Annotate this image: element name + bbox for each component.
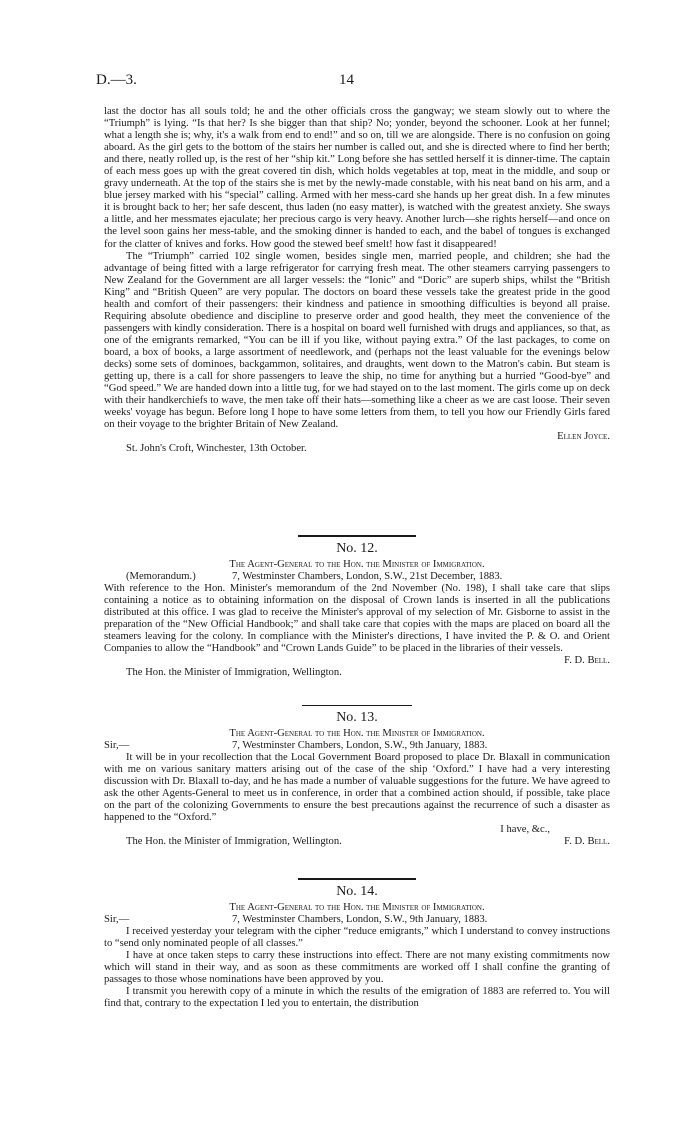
section-rule [302,705,412,706]
paragraph: I have at once taken steps to carry these instructions into effect. There are not many existing commitments now which will stand in their way, and as soon as these commitments are worked off I shall confine the granting of passages to those whose nominations have been approved by you. [104,950,610,986]
section-rule [298,535,416,537]
section-heading: The Agent-General to the Hon. the Minister of Immigration. [229,728,485,739]
signature: Ellen Joyce. [557,431,610,443]
letter-body: It will be in your recollection that the Local Government Board proposed to place Dr. Blaxall in communication with me on various sanitary matters arising out of the case of the ship ‘Oxford.” I have had a very interesting discussion with Dr. Blaxall to-day, and he has made a number of valuable suggestions for the future. We have agreed to ask the other Agents-General to meet us in conference, in order that a combined action should, if possible, take place on the part of the colonizing Governments to ensure the best precautions against the recurrence of such a disaster as happened to the “Oxford.” [104,752,610,824]
section-no-12 [104,535,610,679]
signature-line [104,655,610,667]
address-line [104,571,610,583]
address: 7, Westminster Chambers, London, S.W., 21st December, 1883. [232,571,503,583]
document-reference: D.—3. [96,72,137,88]
recipient: The Hon. the Minister of Immigration, Wellington. [126,667,342,679]
recipient: The Hon. the Minister of Immigration, Wellington. [126,836,342,848]
paragraph: I received yesterday your telegram with the cipher “reduce emigrants,” which I understand to convey instructions to “send only nominated people of all classes.” [104,926,610,950]
letter-body: With reference to the Hon. Minister's memorandum of the 2nd November (No. 198), I shall take care that slips containing a notice as to obtaining information on the disposal of Crown lands is inserted in all the publications distributed at this office. I was glad to receive the Minister's approval of my selection of Mr. Gisborne to assist in the preparation of the “New Official Handbook;” and shall take care that copies with the maps are placed on board all the steamers leaving for the colony. In compliance with the Minister's directions, I have invited the P. & O. and Orient Companies to allow the “Handbook” and “Crown Lands Guide” to be placed in the libraries of their vessels. [104,583,610,655]
section-heading: The Agent-General to the Hon. the Minister of Immigration. [229,902,485,913]
section-no-13 [104,705,610,848]
section-no-14 [104,878,610,1010]
section-number: No. 12. [336,541,378,556]
section-rule [298,878,416,880]
salutation: Sir,— [104,914,130,926]
address-line [104,914,610,926]
place-date: St. John's Croft, Winchester, 13th October. [126,443,307,455]
memo-label: (Memorandum.) [126,571,196,583]
letter-continuation [104,106,610,455]
address: 7, Westminster Chambers, London, S.W., 9th January, 1883. [232,740,488,752]
page-number: 14 [339,72,354,88]
section-number: No. 13. [336,710,378,725]
paragraph: last the doctor has all souls told; he and the other officials cross the gangway; we steam slowly out to where the “Triumph” is lying. “Is that her? Is she bigger than that ship? No; yonder, beyond the schooner. Look at her funnel; what a length she is; why, it's a walk from end to end!” and so on, till we are alongside. There is no confusion on going aboard. As the girl gets to the bottom of the stairs her number is called out, and she is directed where to find her berth; and there, neatly rolled up, is the rest of her “ship kit.” Long before she has settled herself it is dinner-time. The captain of each mess goes up with the great covered tin dish, which holds vegetables at top, meat in the middle, and soup or gravy underneath. At the top of the stairs she is met by the newly-made constable, with his neat band on his arm, and a blue jersey marked with his “special” calling. Armed with her mess-card she hands up her great dish. In a few minutes it is brought back to her; her safe descent, thus laden (no easy matter), is watched with the greatest anxiety. She sways a little, and her messmates ejaculate; her precious cargo is very heavy. Another lurch—she rights herself—and once on the level soon gains her mess-table, and the smoking dinner is handed to each, and the babel of tongues is exchanged for the clatter of knives and forks. How good the stewed beef smelt! how fast it disappeared! [104,106,610,250]
address: 7, Westminster Chambers, London, S.W., 9th January, 1883. [232,914,488,926]
address-line [104,740,610,752]
paragraph: I transmit you herewith copy of a minute in which the results of the emigration of 1883 are referred to. You will find that, contrary to the expectation I led you to entertain, the distribution [104,986,610,1010]
section-heading: The Agent-General to the Hon. the Minister of Immigration. [229,559,485,570]
paragraph: The “Triumph” carried 102 single women, besides single men, married people, and children; she had the advantage of being fitted with a large refrigerator for carrying fresh meat. The other steamers carrying passengers to New Zealand for the Government are all larger vessels: the “Ionic” and “Doric” are superb ships, whilst the “British King” and “British Queen” are very popular. The doctors on board these vessels take the greatest pride in the good health and comfort of their passengers: their kindness and patience in smoothing difficulties is beyond all praise. Requiring absolute obedience and discipline to preserve order and good health, they meet the convenience of the passengers with kindly consideration. There is a hospital on board well furnished with drugs and appliances, so that, as one of the emigrants remarked, “You can be ill if you like, without paying extra.” Of the last packages, to come on board, a box of books, a large assortment of needlework, and (perhaps not the least valuable for the evenings below decks) some sets of dominoes, backgammon, solitaires, and draughts, went down to the Matron's cabin. But steam is getting up, there is a call for shore passengers to leave the ship, no time for anything but a hurried “Good-bye” and “God speed.” We are handed down into a little tug, for we had stayed on to the last moment. The girls come up on deck with their handkerchiefs to wave, the men take off their hats—something like a cheer as we are cast loose. Their seven weeks' voyage has begun. Before long I hope to have some letters from them, to tell you how our Friendly Girls fared on their voyage to the brighter Britain of New Zealand. [104,250,610,431]
signature-line [104,836,610,848]
salutation: Sir,— [104,740,130,752]
signature-line [104,431,610,443]
signature: F. D. Bell. [564,655,610,667]
closing: I have, &c., [500,824,550,836]
section-number: No. 14. [336,884,378,899]
closing-line [104,824,610,836]
signature: F. D. Bell. [564,836,610,848]
